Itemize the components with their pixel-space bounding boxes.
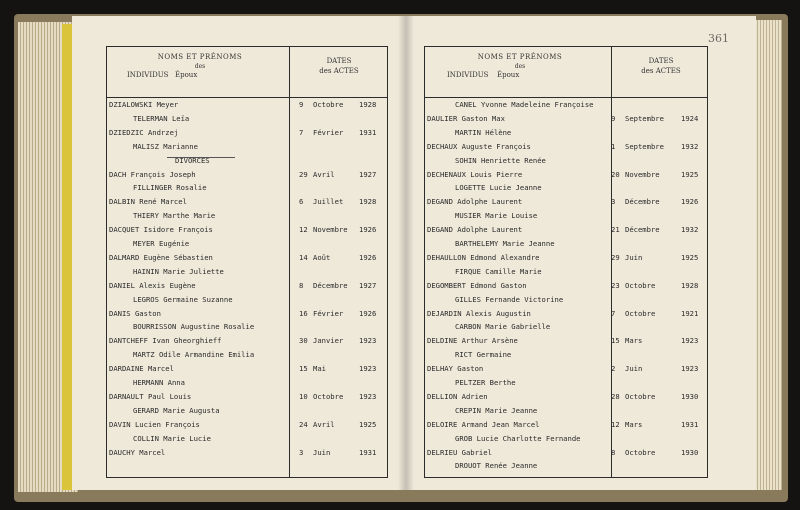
header-des: des bbox=[514, 63, 526, 70]
entry-year: 1930 bbox=[681, 447, 699, 457]
table-row bbox=[107, 281, 387, 295]
entry-name: DZIALOWSKI Meyer bbox=[109, 100, 179, 109]
table-row bbox=[425, 183, 707, 197]
entry-day: 23 bbox=[611, 280, 620, 290]
entry-month: Septembre bbox=[625, 141, 664, 151]
table-row bbox=[425, 420, 707, 434]
entry-year: 1931 bbox=[681, 419, 699, 429]
entry-month: Juillet bbox=[313, 197, 344, 207]
entry-day: 3 bbox=[611, 197, 616, 207]
entry-month: Décembre bbox=[625, 225, 660, 235]
entry-year: 1928 bbox=[681, 280, 699, 290]
entry-month: Août bbox=[313, 252, 331, 262]
entry-month: Octobre bbox=[625, 280, 656, 290]
table-row bbox=[425, 170, 707, 184]
entry-month: Avril bbox=[313, 169, 335, 179]
header-names-title: NOMS ET PRÉNOMS bbox=[477, 53, 563, 61]
entry-day: 7 bbox=[299, 127, 304, 137]
entry-day: 28 bbox=[611, 391, 620, 401]
section-divider bbox=[167, 157, 235, 158]
entry-day: 12 bbox=[611, 419, 620, 429]
entry-name: TELERMAN Leïa bbox=[133, 113, 190, 123]
header-dates: DATES bbox=[648, 57, 674, 65]
entry-name: DARNAULT Paul Louis bbox=[109, 391, 192, 401]
entry-year: 1931 bbox=[359, 447, 377, 457]
entry-month: Décembre bbox=[313, 280, 348, 290]
entry-name: DECHAUX Auguste François bbox=[427, 141, 531, 151]
entry-day: 20 bbox=[611, 169, 620, 179]
table-row bbox=[107, 420, 387, 434]
entry-year: 1927 bbox=[359, 169, 377, 179]
entry-day: 15 bbox=[299, 364, 308, 374]
table-row bbox=[107, 267, 387, 281]
entry-year: 1925 bbox=[681, 169, 699, 179]
entry-year: 1921 bbox=[681, 308, 699, 318]
entry-name: DEGAND Adolphe Laurent bbox=[427, 197, 523, 207]
entry-month: Mai bbox=[313, 364, 326, 374]
table-row bbox=[425, 434, 707, 448]
entry-name: DANIS Gaston bbox=[109, 308, 161, 318]
entry-day: 21 bbox=[611, 225, 620, 235]
entry-month: Octobre bbox=[625, 308, 656, 318]
entry-year: 1923 bbox=[359, 391, 377, 401]
entry-day: 8 bbox=[299, 280, 304, 290]
entry-name: DAUCHY Marcel bbox=[109, 447, 166, 457]
entry-name: DAULIER Gaston Max bbox=[427, 113, 505, 123]
table-row bbox=[107, 128, 387, 142]
entry-year: 1930 bbox=[681, 391, 699, 401]
entry-year: 1932 bbox=[681, 225, 699, 235]
entry-name: DELHAY Gaston bbox=[427, 364, 484, 374]
table-row bbox=[425, 392, 707, 406]
table-row bbox=[107, 309, 387, 323]
entry-month: Février bbox=[313, 308, 344, 318]
entry-name: RICT Germaine bbox=[455, 350, 512, 360]
entry-name: PELTZER Berthe bbox=[455, 378, 516, 387]
entry-day: 12 bbox=[299, 225, 308, 235]
entry-name: CARBON Marie Gabrielle bbox=[455, 322, 551, 332]
table-row bbox=[107, 378, 387, 392]
entry-name: DACH François Joseph bbox=[109, 169, 196, 179]
entry-name: LOGETTE Lucie Jeanne bbox=[455, 183, 542, 193]
entry-month: Janvier bbox=[313, 336, 344, 346]
table-row bbox=[107, 336, 387, 350]
table-row bbox=[107, 364, 387, 378]
table-row bbox=[425, 336, 707, 350]
entry-month: Octobre bbox=[313, 100, 344, 109]
entry-day: 8 bbox=[611, 447, 616, 457]
table-row bbox=[107, 142, 387, 156]
entry-name: BARTHELEMY Marie Jeanne bbox=[455, 239, 555, 248]
entry-day: 14 bbox=[299, 252, 308, 262]
header-des-actes: des ACTES bbox=[641, 67, 681, 75]
entry-name: DANTCHEFF Ivan Gheorghieff bbox=[109, 336, 222, 346]
entry-name: THIERY Marthe Marie bbox=[133, 211, 216, 221]
table-row bbox=[425, 156, 707, 170]
right-register-table bbox=[424, 46, 708, 478]
entry-year: 1925 bbox=[681, 252, 699, 262]
header-epoux: Époux bbox=[497, 71, 520, 79]
header-names-title: NOMS ET PRÉNOMS bbox=[157, 53, 243, 61]
table-row bbox=[425, 225, 707, 239]
table-row bbox=[107, 239, 387, 253]
entry-year: 1926 bbox=[359, 308, 377, 318]
entry-year: 1928 bbox=[359, 197, 377, 207]
entry-name: DANIEL Alexis Eugène bbox=[109, 280, 196, 290]
entry-month: Octobre bbox=[313, 391, 344, 401]
entry-year: 1925 bbox=[359, 419, 377, 429]
table-row bbox=[425, 309, 707, 323]
entry-month: Juin bbox=[313, 447, 331, 457]
entry-month: Novembre bbox=[625, 169, 660, 179]
entry-month: Juin bbox=[625, 252, 643, 262]
entry-name: DELDINE Arthur Arsène bbox=[427, 336, 518, 346]
book-gutter bbox=[398, 16, 414, 490]
entry-name: LEGROS Germaine Suzanne bbox=[133, 294, 233, 304]
entry-name: DEGOMBERT Edmond Gaston bbox=[427, 280, 527, 290]
entry-day: 3 bbox=[299, 447, 304, 457]
entry-month: Septembre bbox=[625, 113, 664, 123]
entry-name: MARTZ Odile Armandine Emilia bbox=[133, 350, 255, 360]
entry-name: DACQUET Isidore François bbox=[109, 225, 213, 235]
entry-month: Avril bbox=[313, 419, 335, 429]
entry-name: FILLINGER Rosalie bbox=[133, 183, 207, 193]
table-row bbox=[107, 448, 387, 462]
entry-year: 1931 bbox=[359, 127, 377, 137]
entry-month: Octobre bbox=[625, 391, 656, 401]
entry-year: 1923 bbox=[681, 336, 699, 346]
entry-name: MEYER Eugénie bbox=[133, 239, 190, 248]
entry-month: Juin bbox=[625, 364, 643, 374]
entry-name: DEGAND Adolphe Laurent bbox=[427, 225, 523, 235]
table-row bbox=[425, 295, 707, 309]
entry-name: GERARD Marie Augusta bbox=[133, 405, 220, 415]
table-row bbox=[107, 114, 387, 128]
entry-name: DELRIEU Gabriel bbox=[427, 447, 492, 457]
entry-day: 30 bbox=[299, 336, 308, 346]
entry-year: 1926 bbox=[359, 252, 377, 262]
entry-day: 15 bbox=[611, 336, 620, 346]
entry-name: DROUOT Renée Jeanne bbox=[455, 461, 538, 471]
entry-day: 29 bbox=[299, 169, 308, 179]
entry-name: GROB Lucie Charlotte Fernande bbox=[455, 433, 581, 443]
table-row bbox=[425, 197, 707, 211]
table-row bbox=[107, 392, 387, 406]
table-row bbox=[425, 322, 707, 336]
entry-day: 2 bbox=[611, 364, 616, 374]
table-row bbox=[107, 322, 387, 336]
entry-year: 1932 bbox=[681, 141, 699, 151]
entry-name: DARDAINE Marcel bbox=[109, 364, 174, 374]
entry-month: Février bbox=[313, 127, 344, 137]
table-row bbox=[107, 350, 387, 364]
header-des: des bbox=[194, 63, 206, 70]
table-row bbox=[107, 183, 387, 197]
entry-year: 1923 bbox=[681, 364, 699, 374]
entry-day: 29 bbox=[611, 252, 620, 262]
entry-year: 1926 bbox=[359, 225, 377, 235]
table-row bbox=[107, 434, 387, 448]
table-row bbox=[107, 211, 387, 225]
entry-name: DEHAULLON Edmond Alexandre bbox=[427, 252, 540, 262]
entry-name: COLLIN Marie Lucie bbox=[133, 433, 211, 443]
entry-name: MALISZ Marianne bbox=[133, 141, 198, 151]
section-heading bbox=[107, 156, 387, 170]
table-row bbox=[107, 295, 387, 309]
entry-day: 1 bbox=[611, 141, 616, 151]
entry-name: HAININ Marie Juliette bbox=[133, 266, 224, 276]
entry-name: HERMANN Anna bbox=[133, 378, 185, 387]
table-row bbox=[107, 170, 387, 184]
table-row bbox=[425, 114, 707, 128]
entry-name: DECHENAUX Louis Pierre bbox=[427, 169, 523, 179]
header-dates: DATES bbox=[326, 57, 352, 65]
entry-name: DELOIRE Armand Jean Marcel bbox=[427, 419, 540, 429]
entry-name: DZIEDZIC Andrzej bbox=[109, 127, 179, 137]
entry-month: Novembre bbox=[313, 225, 348, 235]
table-row bbox=[425, 142, 707, 156]
table-row bbox=[425, 128, 707, 142]
entry-year: 1927 bbox=[359, 280, 377, 290]
table-row bbox=[107, 100, 387, 114]
entry-day: 9 bbox=[611, 113, 616, 123]
table-row bbox=[425, 239, 707, 253]
entry-name: DALMARD Eugène Sébastien bbox=[109, 252, 213, 262]
table-row bbox=[425, 364, 707, 378]
table-row bbox=[425, 448, 707, 462]
table-row bbox=[107, 253, 387, 267]
header-des-actes: des ACTES bbox=[319, 67, 359, 75]
entry-name: CANEL Yvonne Madeleine Françoise bbox=[455, 100, 594, 109]
left-table-header bbox=[107, 47, 387, 98]
entry-name: CREPIN Marie Jeanne bbox=[455, 405, 538, 415]
table-row bbox=[107, 406, 387, 420]
entry-day: 9 bbox=[299, 100, 304, 109]
entry-name: DIVORCES bbox=[175, 155, 210, 165]
entry-year: 1926 bbox=[681, 197, 699, 207]
entry-name: MARTIN Hélène bbox=[455, 127, 512, 137]
header-individus: INDIVIDUS bbox=[127, 71, 169, 79]
entry-year: 1923 bbox=[359, 336, 377, 346]
header-epoux: Époux bbox=[175, 71, 198, 79]
entry-name: SOHIN Henriette Renée bbox=[455, 155, 546, 165]
table-row bbox=[425, 406, 707, 420]
header-individus: INDIVIDUS bbox=[447, 71, 489, 79]
table-row bbox=[425, 267, 707, 281]
table-row bbox=[107, 225, 387, 239]
table-row bbox=[425, 100, 707, 114]
entry-day: 6 bbox=[299, 197, 304, 207]
entry-month: Octobre bbox=[625, 447, 656, 457]
table-row bbox=[425, 211, 707, 225]
entry-year: 1928 bbox=[359, 100, 377, 109]
entry-name: DELLION Adrien bbox=[427, 391, 488, 401]
table-row bbox=[107, 197, 387, 211]
folio-number: 361 bbox=[708, 32, 729, 45]
entry-name: DALBIN René Marcel bbox=[109, 197, 187, 207]
entry-day: 24 bbox=[299, 419, 308, 429]
entry-day: 16 bbox=[299, 308, 308, 318]
entry-month: Mars bbox=[625, 419, 643, 429]
table-row bbox=[425, 461, 707, 475]
entry-month: Mars bbox=[625, 336, 643, 346]
entry-year: 1923 bbox=[359, 364, 377, 374]
left-register-table bbox=[106, 46, 388, 478]
entry-day: 7 bbox=[611, 308, 616, 318]
entry-name: GILLES Fernande Victorine bbox=[455, 294, 564, 304]
table-row bbox=[425, 281, 707, 295]
right-table-header bbox=[425, 47, 707, 98]
page-edges-right bbox=[752, 20, 782, 490]
entry-name: DEJARDIN Alexis Augustin bbox=[427, 308, 531, 318]
entry-name: FIRQUE Camille Marie bbox=[455, 266, 542, 276]
yellow-edge-strip bbox=[62, 24, 72, 490]
entry-month: Décembre bbox=[625, 197, 660, 207]
table-row bbox=[425, 350, 707, 364]
entry-year: 1924 bbox=[681, 113, 699, 123]
entry-day: 10 bbox=[299, 391, 308, 401]
entry-name: BOURRISSON Augustine Rosalie bbox=[133, 322, 255, 332]
entry-name: MUSIER Marie Louise bbox=[455, 211, 538, 221]
entry-name: DAVIN Lucien François bbox=[109, 419, 200, 429]
table-row bbox=[425, 378, 707, 392]
table-row bbox=[425, 253, 707, 267]
